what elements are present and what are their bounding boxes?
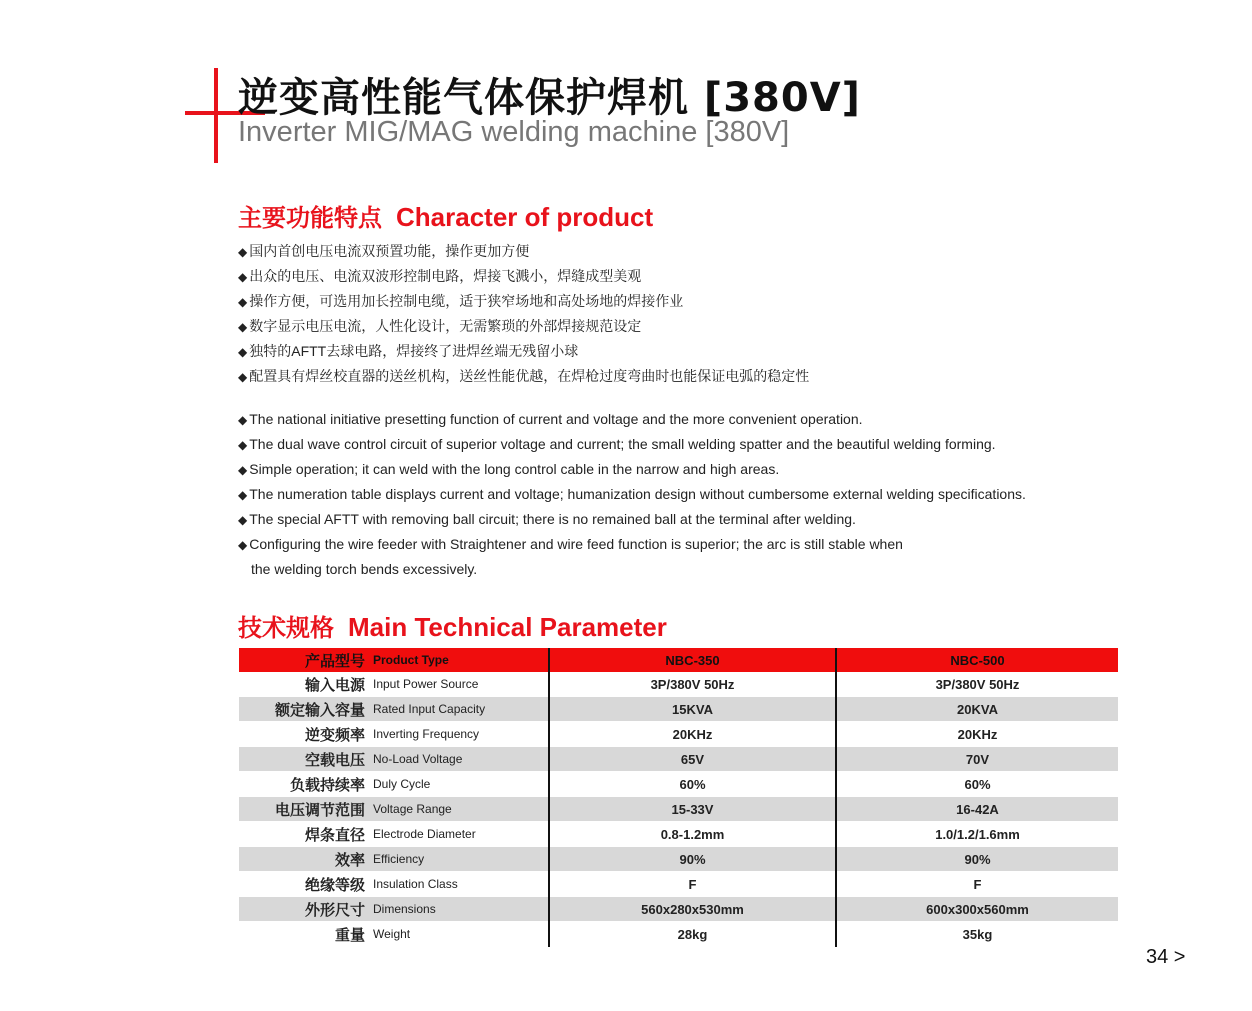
spec-cell-cn: 重量 (239, 922, 373, 947)
spec-title-en: Main Technical Parameter (348, 612, 667, 642)
diamond-bullet-icon: ◆ (238, 538, 248, 552)
spec-cell-model2: 20KHz (836, 722, 1118, 747)
spec-cell-cn: 输入电源 (239, 672, 373, 697)
spec-cell-cn: 空载电压 (239, 747, 373, 772)
spec-cell-model1: 20KHz (549, 722, 836, 747)
spec-row (239, 672, 1118, 697)
diamond-bullet-icon: ◆ (238, 320, 248, 334)
spec-cell-model2: 35kg (836, 922, 1118, 947)
spec-cell-en: Input Power Source (373, 672, 549, 697)
spec-cell-model1: 560x280x530mm (549, 897, 836, 922)
features-title-cn: 主要功能特点 (238, 204, 382, 232)
spec-row (239, 747, 1118, 772)
spec-row (239, 822, 1118, 847)
feature-item-cn: ◆ 操作方便，可选用加长控制电缆，适于狭窄场地和高处场地的焊接作业 (238, 293, 684, 309)
spec-cell-model2: 1.0/1.2/1.6mm (836, 822, 1118, 847)
spec-cell-model1: 28kg (549, 922, 836, 947)
spec-cell-model2: 60% (836, 772, 1118, 797)
spec-row (239, 722, 1118, 747)
spec-row (239, 897, 1118, 922)
page-title-en: Inverter MIG/MAG welding machine [380V] (238, 116, 790, 148)
spec-cell-model2: 16-42A (836, 797, 1118, 822)
diamond-bullet-icon: ◆ (238, 245, 248, 259)
spec-cell-model2: 600x300x560mm (836, 897, 1118, 922)
feature-item-cn: ◆ 数字显示电压电流，人性化设计，无需繁琐的外部焊接规范设定 (238, 318, 642, 334)
diamond-bullet-icon: ◆ (238, 463, 248, 477)
spec-cell-model1: 15-33V (549, 797, 836, 822)
feature-item-en: ◆ The national initiative presetting function of current and voltage and the more convenient operation. (238, 411, 863, 427)
spec-cell-model1: 65V (549, 747, 836, 772)
spec-cell-cn: 逆变频率 (239, 722, 373, 747)
spec-cell-en: Dimensions (373, 897, 549, 922)
spec-cell-en: Voltage Range (373, 797, 549, 822)
diamond-bullet-icon: ◆ (238, 370, 248, 384)
features-list-cn (238, 239, 809, 389)
feature-item-cn: ◆ 出众的电压、电流双波形控制电路，焊接飞溅小，焊缝成型美观 (238, 268, 642, 284)
diamond-bullet-icon: ◆ (238, 270, 248, 284)
features-list-en (238, 407, 1026, 581)
spec-header-cn: 产品型号 (239, 648, 373, 672)
diamond-bullet-icon: ◆ (238, 438, 248, 452)
spec-cell-en: No-Load Voltage (373, 747, 549, 772)
feature-item-en: ◆ The numeration table displays current and voltage; humanization design without cumbersome external welding specifications. (238, 486, 1026, 502)
spec-cell-model1: 0.8-1.2mm (549, 822, 836, 847)
spec-cell-cn: 额定输入容量 (239, 697, 373, 722)
spec-cell-model2: F (836, 872, 1118, 897)
spec-cell-cn: 外形尺寸 (239, 897, 373, 922)
spec-cell-model1: 15KVA (549, 697, 836, 722)
spec-header-en: Product Type (373, 648, 549, 672)
spec-cell-model2: 90% (836, 847, 1118, 872)
feature-item-en: ◆ The dual wave control circuit of superior voltage and current; the small welding spatter and the beautiful welding forming. (238, 436, 996, 452)
spec-cell-en: Rated Input Capacity (373, 697, 549, 722)
spec-cell-en: Weight (373, 922, 549, 947)
feature-item-en: ◆ Simple operation; it can weld with the long control cable in the narrow and high areas. (238, 461, 780, 477)
spec-cell-model1: F (549, 872, 836, 897)
diamond-bullet-icon: ◆ (238, 488, 248, 502)
spec-row (239, 872, 1118, 897)
diamond-bullet-icon: ◆ (238, 295, 248, 309)
spec-cell-model1: 90% (549, 847, 836, 872)
spec-cell-cn: 负载持续率 (239, 772, 373, 797)
red-cross-vertical (214, 68, 218, 163)
spec-cell-en: Efficiency (373, 847, 549, 872)
spec-cell-en: Insulation Class (373, 872, 549, 897)
spec-cell-model1: 3P/380V 50Hz (549, 672, 836, 697)
features-section-title (238, 198, 653, 233)
feature-item-en: ◆ Configuring the wire feeder with Straightener and wire feed function is superior; the arc is still stable when (238, 536, 903, 552)
spec-cell-cn: 电压调节范围 (239, 797, 373, 822)
spec-cell-cn: 焊条直径 (239, 822, 373, 847)
spec-title-cn: 技术规格 (238, 614, 334, 642)
spec-row (239, 772, 1118, 797)
feature-item-cn: ◆ 配置具有焊丝校直器的送丝机构，送丝性能优越，在焊枪过度弯曲时也能保证电弧的稳定性 (238, 368, 810, 384)
spec-row (239, 697, 1118, 722)
feature-item-cn: ◆ 独特的AFTT去球电路，焊接终了进焊丝端无残留小球 (238, 343, 579, 359)
spec-cell-model2: 20KVA (836, 697, 1118, 722)
diamond-bullet-icon: ◆ (238, 413, 248, 427)
page-title-cn: 逆变高性能气体保护焊机 [380V] (238, 75, 861, 121)
spec-row (239, 847, 1118, 872)
spec-cell-cn: 效率 (239, 847, 373, 872)
feature-item-en: ◆ The special AFTT with removing ball circuit; there is no remained ball at the terminal after welding. (238, 511, 856, 527)
spec-cell-model1: 60% (549, 772, 836, 797)
spec-row (239, 922, 1118, 947)
spec-row (239, 797, 1118, 822)
spec-header-model2: NBC-500 (836, 648, 1118, 672)
spec-table (239, 648, 1118, 947)
diamond-bullet-icon: ◆ (238, 345, 248, 359)
spec-cell-en: Electrode Diameter (373, 822, 549, 847)
spec-header-row (239, 648, 1118, 672)
spec-section-title (238, 608, 667, 643)
page-number: 34 > (1146, 946, 1186, 968)
spec-cell-model2: 70V (836, 747, 1118, 772)
spec-cell-model2: 3P/380V 50Hz (836, 672, 1118, 697)
spec-cell-en: Inverting Frequency (373, 722, 549, 747)
spec-header-model1: NBC-350 (549, 648, 836, 672)
feature-item-cn: ◆ 国内首创电压电流双预置功能，操作更加方便 (238, 243, 530, 259)
diamond-bullet-icon: ◆ (238, 513, 248, 527)
feature-item-en-continuation: the welding torch bends excessively. (251, 561, 478, 577)
spec-cell-en: Duly Cycle (373, 772, 549, 797)
features-title-en: Character of product (396, 202, 654, 232)
spec-cell-cn: 绝缘等级 (239, 872, 373, 897)
